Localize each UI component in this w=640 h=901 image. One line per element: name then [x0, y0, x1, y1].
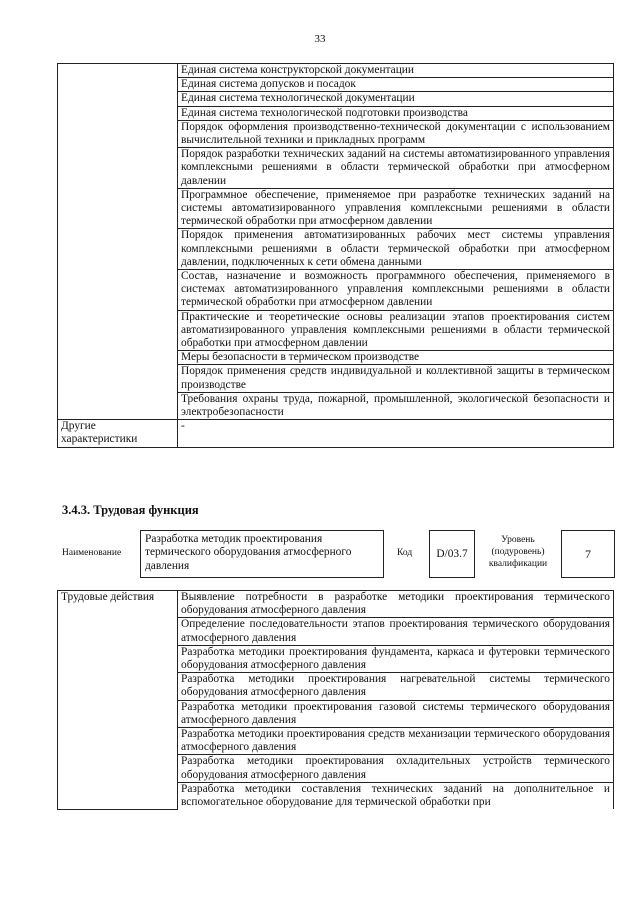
requirement-cell: Порядок разработки технических заданий на системы автоматизированного управления комплексными решениями в области термической обработки при атмосферном давлении — [178, 148, 614, 189]
requirement-cell: Порядок оформления производственно-технической документации с использованием вычислительной техники и прикладных программ — [178, 120, 614, 147]
action-cell: Разработка методики составления технических заданий на дополнительное и вспомогательное оборудование для термической обработки при — [178, 782, 614, 809]
action-cell: Разработка методики проектирования средств механизации термического оборудования атмосферного давления — [178, 728, 614, 755]
requirement-cell: Единая система допусков и посадок — [178, 78, 614, 92]
requirement-cell: Единая система технологической документации — [178, 92, 614, 106]
other-characteristics-value: - — [178, 420, 614, 447]
requirement-cell: Порядок применения автоматизированных рабочих мест системы управления комплексными решениями в области термической обработки при атмосферном давлении, подключенных к сети обмена данными — [178, 229, 614, 270]
empty-label-cell — [58, 64, 178, 420]
requirement-cell: Меры безопасности в термическом производстве — [178, 351, 614, 365]
table-row — [58, 64, 614, 78]
actions-table — [57, 590, 614, 810]
actions-label: Трудовые действия — [58, 591, 178, 810]
requirement-cell: Состав, назначение и возможность программного обеспечения, применяемого в системах автоматизированного управления комплексными решениями в области термической обработки при атмосферном давлении — [178, 270, 614, 311]
section-title: 3.4.3. Трудовая функция — [62, 503, 199, 517]
table-row — [58, 591, 614, 618]
action-cell: Разработка методики проектирования газовой системы термического оборудования атмосферного давления — [178, 700, 614, 727]
requirement-cell: Единая система конструкторской документации — [178, 64, 614, 78]
table-row — [58, 420, 614, 447]
action-cell: Разработка методики проектирования охладительных устройств термического оборудования атмосферного давления — [178, 755, 614, 782]
level-label: Уровень (подуровень) квалификации — [488, 535, 548, 569]
name-label: Наименование — [62, 548, 122, 558]
action-cell: Разработка методики проектирования нагревательной системы термического оборудования атмосферного давления — [178, 673, 614, 700]
requirements-table — [57, 63, 614, 448]
level-value: 7 — [561, 530, 615, 578]
code-label: Код — [397, 548, 413, 558]
other-characteristics-label: Другие характеристики — [58, 420, 178, 447]
action-cell: Разработка методики проектирования фундамента, каркаса и футеровки термического оборудования атмосферного давления — [178, 645, 614, 672]
requirement-cell: Порядок применения средств индивидуальной и коллективной защиты в термическом производстве — [178, 365, 614, 392]
action-cell: Выявление потребности в разработке методики проектирования термического оборудования атмосферного давления — [178, 591, 614, 618]
requirement-cell: Программное обеспечение, применяемое при разработке технических заданий на системы автоматизированного управления комплексными решениями в области термической обработки при атмосферном давлении — [178, 188, 614, 229]
requirement-cell: Практические и теоретические основы реализации этапов проектирования систем автоматизированного управления комплексными решениями в области термической обработки при атмосферном давлении — [178, 310, 614, 351]
name-value: Разработка методик проектирования термического оборудования атмосферного давления — [140, 530, 384, 578]
code-value: D/03.7 — [429, 530, 475, 578]
action-cell: Определение последовательности этапов проектирования термического оборудования атмосферного давления — [178, 618, 614, 645]
function-header — [57, 530, 617, 580]
requirement-cell: Требования охраны труда, пожарной, промышленной, экологической безопасности и электробезопасности — [178, 392, 614, 419]
page-number: 33 — [314, 33, 326, 45]
requirement-cell: Единая система технологической подготовки производства — [178, 106, 614, 120]
